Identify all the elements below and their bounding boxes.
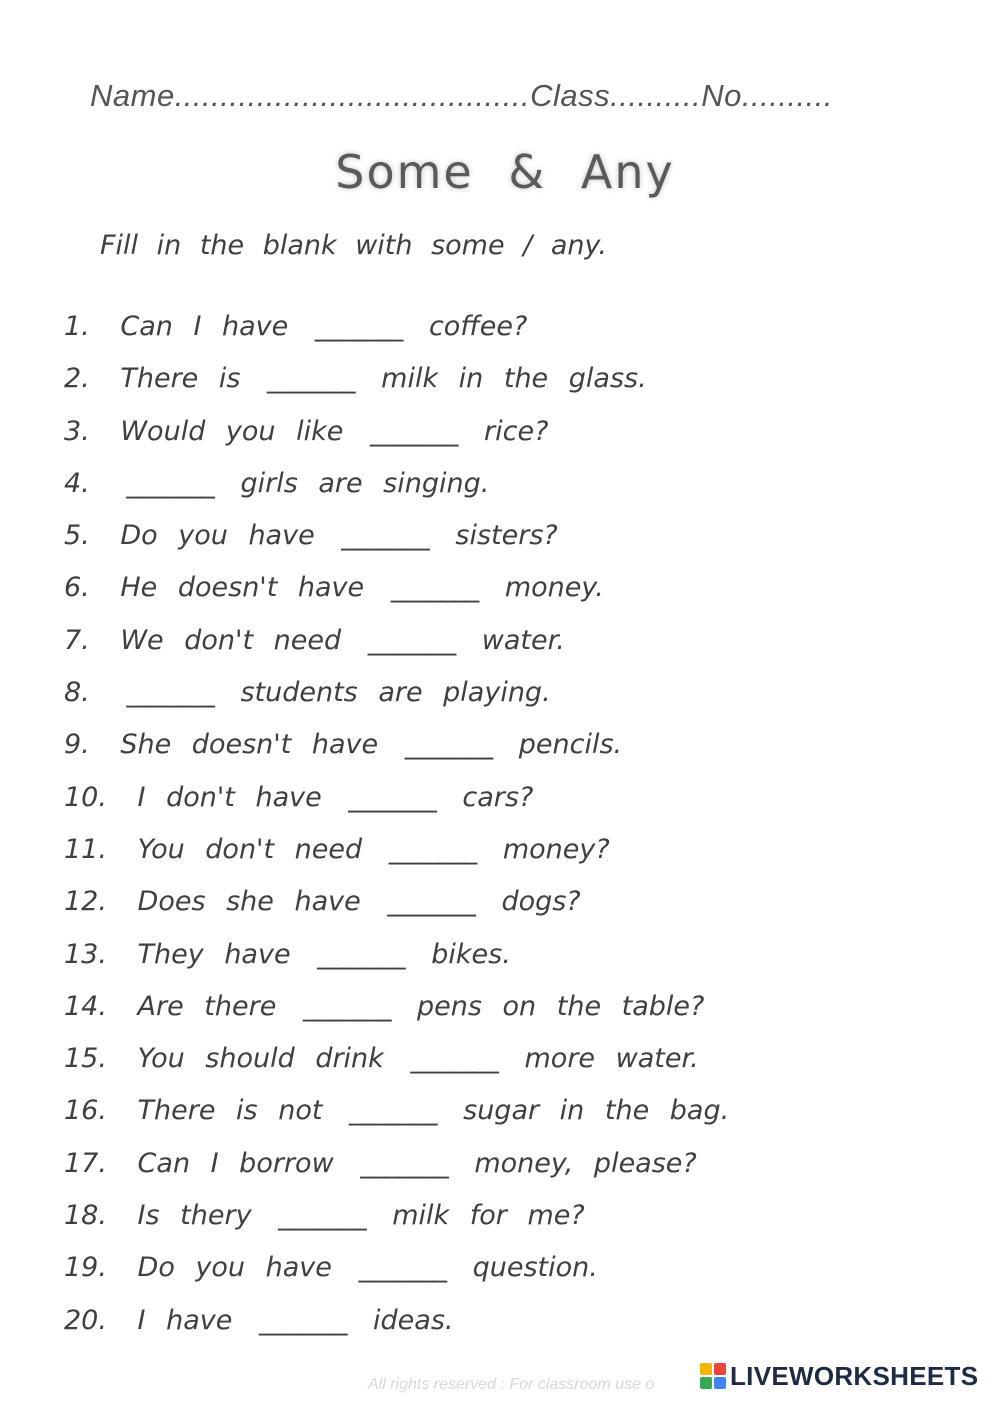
question-number: 17. (64, 1147, 107, 1179)
question-number: 19. (64, 1252, 107, 1284)
question-item (64, 724, 729, 776)
answer-blank[interactable]: _______ (302, 990, 391, 1022)
question-text-before: I have (137, 1304, 233, 1336)
question-number: 18. (64, 1200, 107, 1232)
question-number: 3. (64, 415, 90, 447)
question-item (64, 1195, 729, 1247)
question-text-before: There is not (137, 1095, 323, 1127)
question-item (64, 620, 729, 672)
question-text-after: sisters? (455, 520, 558, 552)
question-text-before: Does she have (137, 886, 361, 918)
answer-blank[interactable]: _______ (348, 781, 436, 813)
question-text-after: money. (504, 572, 604, 604)
question-item (64, 986, 729, 1038)
question-text-before: She doesn't have (120, 729, 379, 761)
question-item (64, 411, 729, 463)
worksheet-title: Some & Any (335, 145, 675, 199)
question-text-before: I don't have (137, 781, 322, 813)
question-text-after: cars? (462, 781, 534, 813)
answer-blank[interactable]: _______ (126, 467, 214, 499)
question-text-before: We don't need (120, 624, 342, 656)
logo-text: LIVEWORKSHEETS (730, 1360, 979, 1391)
liveworksheets-logo[interactable] (700, 1356, 1000, 1396)
question-number: 13. (64, 938, 107, 970)
question-number: 2. (64, 363, 90, 395)
question-item (64, 1300, 729, 1352)
question-text-before: He doesn't have (120, 572, 365, 604)
answer-blank[interactable]: _______ (317, 938, 405, 970)
question-number: 1. (64, 311, 90, 342)
question-number: 4. (64, 467, 90, 499)
question-text-after: question. (472, 1252, 598, 1284)
answer-blank[interactable]: _______ (314, 311, 403, 342)
question-text-before: Can I have (120, 311, 289, 342)
question-item (64, 1143, 729, 1195)
question-number: 15. (64, 1043, 107, 1075)
instruction-text: Fill in the blank with some / any. (100, 230, 607, 261)
question-text-after: money, please? (474, 1147, 697, 1179)
question-number: 11. (64, 833, 107, 865)
question-item (64, 1090, 729, 1142)
question-text-before: There is (120, 363, 241, 395)
answer-blank[interactable]: _______ (349, 1095, 437, 1127)
question-text-before: Do you have (120, 520, 315, 552)
answer-blank[interactable]: _______ (388, 833, 477, 865)
question-item (64, 358, 729, 410)
question-text-before: You don't need (137, 833, 363, 865)
question-item (64, 306, 729, 358)
question-text-before: They have (137, 938, 291, 970)
question-number: 7. (64, 624, 90, 656)
answer-blank[interactable]: _______ (358, 1252, 446, 1284)
copyright-notice: All rights reserved : For classroom use o (368, 1376, 655, 1393)
question-item (64, 1247, 729, 1299)
question-item (64, 1038, 729, 1090)
question-text-after: girls are singing. (240, 467, 490, 499)
question-text-after: water. (481, 624, 565, 656)
question-number: 20. (64, 1304, 107, 1336)
question-text-after: money? (502, 833, 610, 865)
question-item (64, 777, 729, 829)
answer-blank[interactable]: _______ (367, 624, 456, 656)
question-number: 16. (64, 1095, 107, 1127)
question-text-after: more water. (524, 1043, 699, 1075)
question-number: 8. (64, 677, 90, 709)
question-text-after: rice? (484, 415, 549, 447)
question-item (64, 567, 729, 619)
question-item (64, 934, 729, 986)
question-item (64, 672, 729, 724)
answer-blank[interactable]: _______ (267, 363, 355, 395)
question-number: 6. (64, 572, 90, 604)
question-text-after: milk for me? (392, 1200, 585, 1232)
question-number: 14. (64, 990, 107, 1022)
name-class-no-header: Name.......................................Class..........No.......... (90, 78, 833, 113)
question-number: 10. (64, 781, 107, 813)
answer-blank[interactable]: _______ (360, 1147, 448, 1179)
question-number: 5. (64, 520, 90, 552)
question-number: 9. (64, 729, 90, 761)
answer-blank[interactable]: _______ (390, 572, 479, 604)
question-number: 12. (64, 886, 107, 918)
question-item (64, 463, 729, 515)
answer-blank[interactable]: _______ (278, 1200, 366, 1232)
answer-blank[interactable]: _______ (126, 677, 214, 709)
question-text-after: sugar in the bag. (463, 1095, 730, 1127)
question-item (64, 515, 729, 567)
question-text-after: bikes. (431, 938, 511, 970)
question-text-before: Do you have (137, 1252, 332, 1284)
answer-blank[interactable]: _______ (369, 415, 458, 447)
question-text-after: pens on the table? (417, 990, 705, 1022)
question-text-after: milk in the glass. (381, 363, 647, 395)
question-text-before: You should drink (137, 1043, 384, 1075)
question-text-after: pencils. (518, 729, 623, 761)
answer-blank[interactable]: _______ (387, 886, 475, 918)
question-text-before: Can I borrow (137, 1147, 334, 1179)
question-item (64, 881, 729, 933)
question-text-after: dogs? (501, 886, 581, 918)
answer-blank[interactable]: _______ (404, 729, 493, 761)
question-text-after: coffee? (428, 311, 528, 342)
answer-blank[interactable]: _______ (258, 1304, 347, 1336)
question-text-after: ideas. (373, 1304, 454, 1336)
question-text-before: Would you like (120, 415, 344, 447)
question-text-after: students are playing. (240, 677, 551, 709)
question-list (64, 306, 729, 1352)
question-item (64, 829, 729, 881)
answer-blank[interactable]: _______ (410, 1043, 498, 1075)
answer-blank[interactable]: _______ (341, 520, 429, 552)
question-text-before: Is thery (137, 1200, 252, 1232)
question-text-before: Are there (137, 990, 277, 1022)
liveworksheets-logo-icon (700, 1363, 726, 1389)
